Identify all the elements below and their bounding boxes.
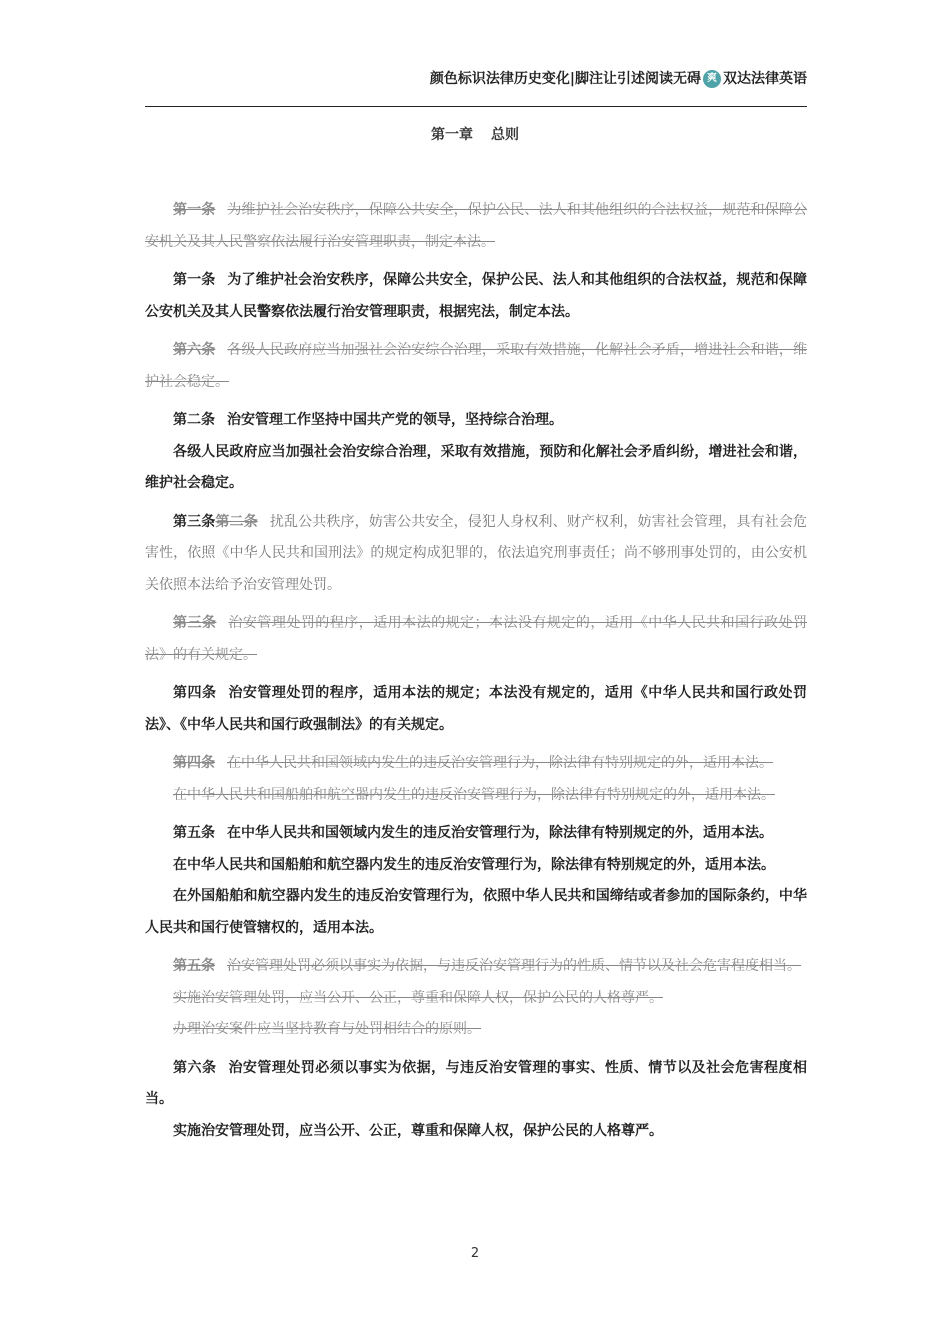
paragraph-text: 治安管理处罚的程序，适用本法的规定；本法没有规定的，适用《中华人民共和国行政处罚法》的有关规定。 (145, 615, 808, 663)
paragraph (145, 405, 807, 437)
deleted-paragraph (145, 748, 807, 780)
paragraph (145, 1053, 807, 1116)
paragraph-gap (145, 944, 807, 951)
amended-paragraph (145, 507, 807, 602)
paragraph-text: 为了维护社会治安秩序，保障公共安全，保护公民、法人和其他组织的合法权益，规范和保障公安机关及其人民警察依法履行治安管理职责，根据宪法，制定本法。 (145, 272, 808, 320)
page-header (145, 68, 807, 88)
paragraph (145, 437, 807, 500)
article-number: 第一条 (173, 272, 216, 288)
article-number: 第六条 (173, 342, 216, 358)
paragraph-text: 治安管理处罚必须以事实为依据，与违反治安管理行为的性质、情节以及社会危害程度相当。 (227, 958, 801, 974)
paragraph-gap (145, 328, 807, 335)
header-divider (145, 106, 807, 107)
chapter-number: 第一章 (431, 127, 473, 143)
paragraph-text: 扰乱公共秩序，妨害公共安全，侵犯人身权利、财产权利，妨害社会管理，具有社会危害性，依照《中华人民共和国刑法》的规定构成犯罪的，依法追究刑事责任；尚不够刑事处罚的，由公安机关依照本法给予治安管理处罚。 (145, 513, 808, 593)
paragraph-text: 在中华人民共和国船舶和航空器内发生的违反治安管理行为，除法律有特别规定的外，适用本法。 (173, 856, 775, 873)
paragraph-gap (145, 1046, 807, 1053)
deleted-paragraph (145, 195, 807, 258)
paragraph-text: 在中华人民共和国船舶和航空器内发生的违反治安管理行为，除法律有特别规定的外，适用本法。 (173, 786, 775, 803)
paragraph-gap (145, 500, 807, 507)
paragraph (145, 678, 807, 741)
article-number: 第五条 (173, 825, 215, 841)
article-number: 第三条 (173, 513, 216, 530)
paragraph-text: 实施治安管理处罚，应当公开、公正，尊重和保障人权，保护公民的人格尊严。 (173, 1122, 663, 1139)
brand-logo-icon: 爽 (703, 70, 721, 88)
article-number: 第一条 (173, 202, 216, 218)
paragraph-text: 治安管理处罚的程序，适用本法的规定；本法没有规定的，适用《中华人民共和国行政处罚法》、《中华人民共和国行政强制法》的有关规定。 (145, 685, 808, 733)
paragraph-text: 在中华人民共和国领域内发生的违反治安管理行为，除法律有特别规定的外，适用本法。 (227, 825, 773, 841)
paragraph (145, 850, 807, 882)
article-number: 第四条 (173, 755, 215, 771)
article-number: 第六条 (173, 1059, 217, 1076)
deleted-paragraph (145, 983, 807, 1015)
article-number: 第五条 (173, 958, 215, 974)
deleted-paragraph (145, 335, 807, 398)
paragraph (145, 1116, 807, 1148)
paragraph-gap (145, 258, 807, 265)
paragraph-text: 在外国船舶和航空器内发生的违反治安管理行为，依照中华人民共和国缔结或者参加的国际条约，中华人民共和国行使管辖权的，适用本法。 (145, 888, 807, 936)
page-number: 2 (470, 1246, 480, 1261)
article-number: 第二条 (173, 412, 215, 428)
chapter-heading (0, 124, 950, 144)
paragraph-text: 在中华人民共和国领域内发生的违反治安管理行为，除法律有特别规定的外，适用本法。 (227, 755, 773, 771)
article-number: 第四条 (173, 685, 217, 701)
article-number: 第三条 (173, 615, 217, 631)
header-brand-text: 双达法律英语 (723, 71, 807, 87)
paragraph-text: 为维护社会治安秩序，保障公共安全，保护公民、法人和其他组织的合法权益，规范和保障公安机关及其人民警察依法履行治安管理职责，制定本法。 (145, 202, 808, 250)
header-text: 颜色标识法律历史变化|脚注让引述阅读无碍 (429, 71, 701, 87)
deleted-paragraph (145, 1014, 807, 1046)
paragraph-gap (145, 398, 807, 405)
document-body (145, 195, 807, 1147)
deleted-article-number: 第二条 (215, 513, 258, 530)
deleted-paragraph (145, 608, 807, 671)
paragraph-text: 治安管理工作坚持中国共产党的领导，坚持综合治理。 (227, 412, 563, 428)
paragraph (145, 881, 807, 944)
chapter-title: 总则 (491, 127, 519, 143)
paragraph-text: 办理治安案件应当坚持教育与处罚相结合的原则。 (173, 1021, 481, 1037)
paragraph-text: 实施治安管理处罚，应当公开、公正，尊重和保障人权，保护公民的人格尊严。 (173, 989, 663, 1006)
paragraph (145, 818, 807, 850)
paragraph-gap (145, 671, 807, 678)
deleted-paragraph (145, 951, 807, 983)
paragraph (145, 265, 807, 328)
paragraph-text: 治安管理处罚必须以事实为依据，与违反治安管理的事实、性质、情节以及社会危害程度相当。 (145, 1059, 808, 1107)
paragraph-gap (145, 811, 807, 818)
paragraph-gap (145, 741, 807, 748)
paragraph-text: 各级人民政府应当加强社会治安综合治理，采取有效措施，化解社会矛盾，增进社会和谐，维护社会稳定。 (145, 342, 808, 390)
paragraph-text: 各级人民政府应当加强社会治安综合治理，采取有效措施，预防和化解社会矛盾纠纷，增进社会和谐，维护社会稳定。 (145, 443, 807, 491)
paragraph-gap (145, 601, 807, 608)
deleted-paragraph (145, 780, 807, 812)
